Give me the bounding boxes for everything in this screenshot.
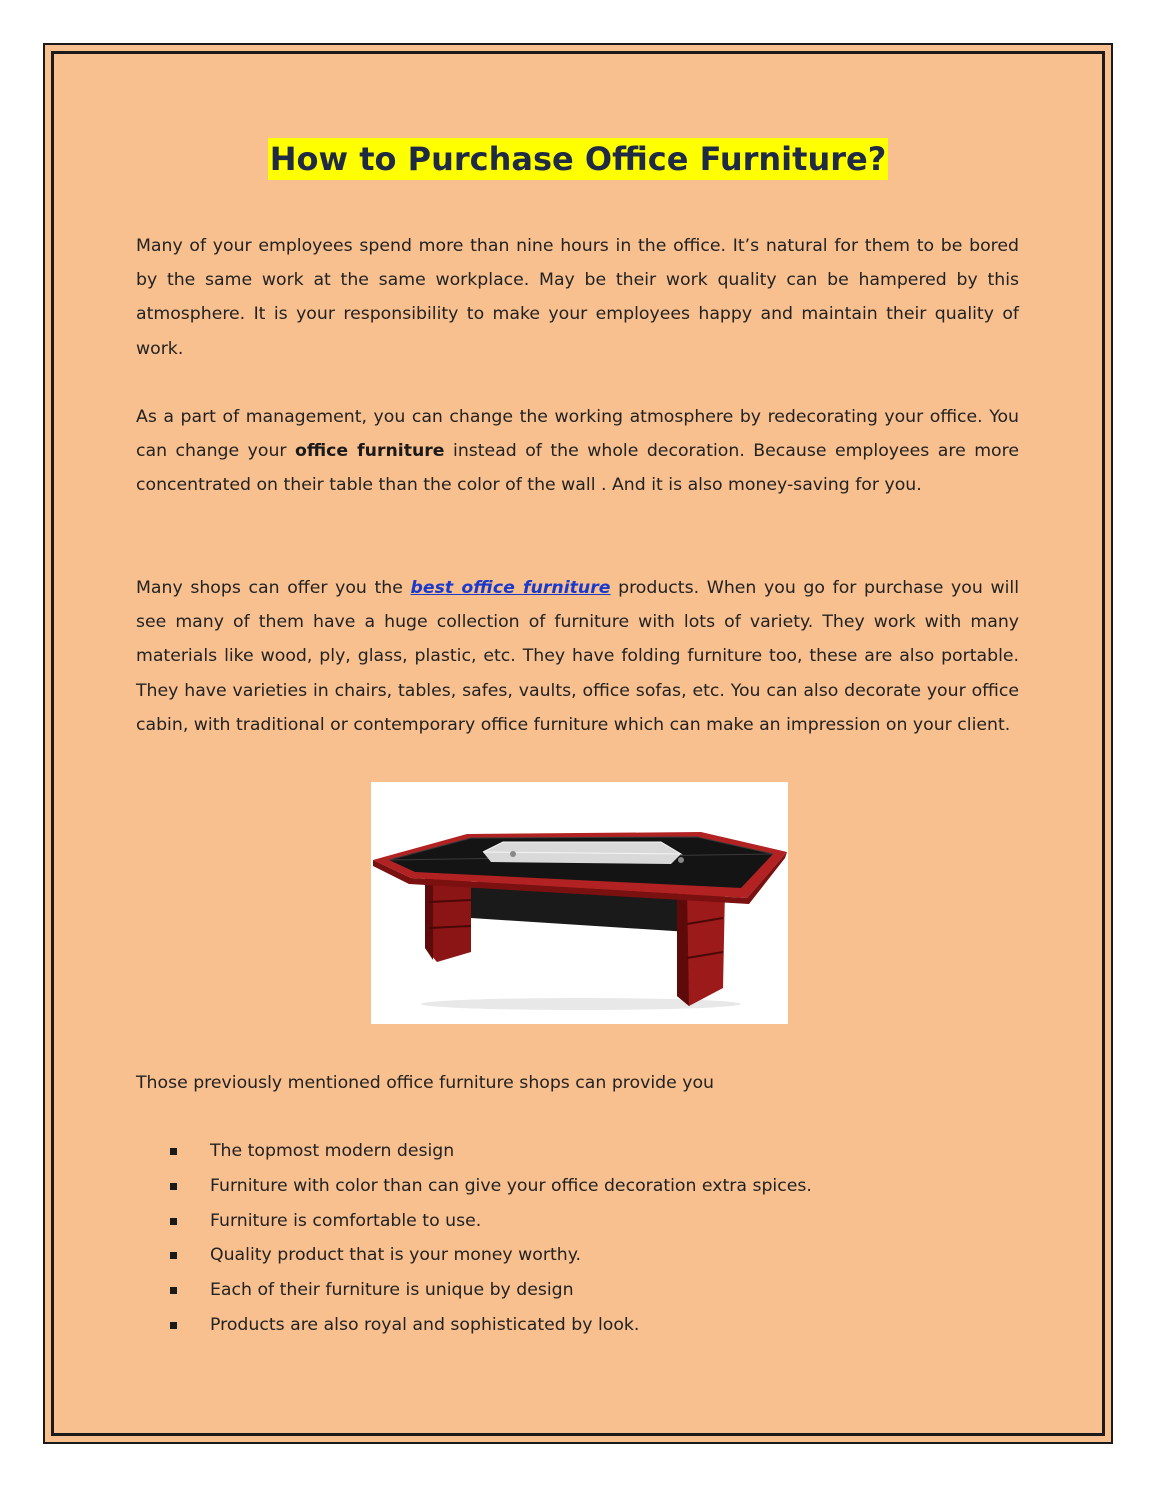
title-container xyxy=(0,138,1156,180)
list-item-text: Furniture is comfortable to use. xyxy=(210,1210,482,1231)
square-bullet-icon xyxy=(170,1183,177,1190)
paragraph-management-text-end: instead of the whole decoration. Because employees are more concentrated on their table than the color of the wall . And it is also money-saving for you. xyxy=(136,441,1019,496)
paragraph-intro: Many of your employees spend more than nine hours in the office. It’s natural for them to be bored by the same work at the same workplace. May be their work quality can be hampered by this atmosphere. It is your responsibility to make your employees happy and maintain their quality of work. xyxy=(136,236,1019,359)
square-bullet-icon xyxy=(170,1287,177,1294)
paragraph-shops-text-end: products. When you go for purchase you will see many of them have a huge collection of furniture with lots of variety. They work with many materials like wood, ply, glass, plastic, etc. They have folding furniture too, these are also portable. They have varieties in chairs, tables, safes, vaults, office sofas, etc. You can also decorate your office cabin, with traditional or contemporary office furniture which can make an impression on your client. xyxy=(136,578,1020,735)
conference-table-illustration xyxy=(371,782,788,1024)
conference-table-photo xyxy=(371,782,788,1024)
office-furniture-bold: office furniture xyxy=(295,441,445,462)
paragraph-management xyxy=(136,400,1019,503)
page-title: How to Purchase Office Furniture? xyxy=(269,140,887,178)
best-office-furniture-link[interactable]: best office furniture xyxy=(410,578,611,598)
list-item-text: Products are also royal and sophisticated by look. xyxy=(210,1314,640,1335)
list-item-text: The topmost modern design xyxy=(210,1141,455,1161)
paragraph-shops xyxy=(136,571,1019,742)
paragraph-provide: Those previously mentioned office furniture shops can provide you xyxy=(136,1073,714,1093)
list-item-text: Furniture with color than can give your office decoration extra spices. xyxy=(210,1175,812,1196)
list-item-text: Each of their furniture is unique by design xyxy=(210,1280,574,1301)
square-bullet-icon xyxy=(170,1322,177,1329)
square-bullet-icon xyxy=(170,1252,177,1259)
paragraph-shops-text-start: Many shops can offer you the xyxy=(136,578,411,598)
list-item-text: Quality product that is your money worthy. xyxy=(210,1245,581,1266)
square-bullet-icon xyxy=(170,1148,177,1155)
paragraph-management-text-start: As a part of management, you can change the working atmosphere by redecorating your office. You can change your xyxy=(136,407,1019,462)
square-bullet-icon xyxy=(170,1218,177,1225)
